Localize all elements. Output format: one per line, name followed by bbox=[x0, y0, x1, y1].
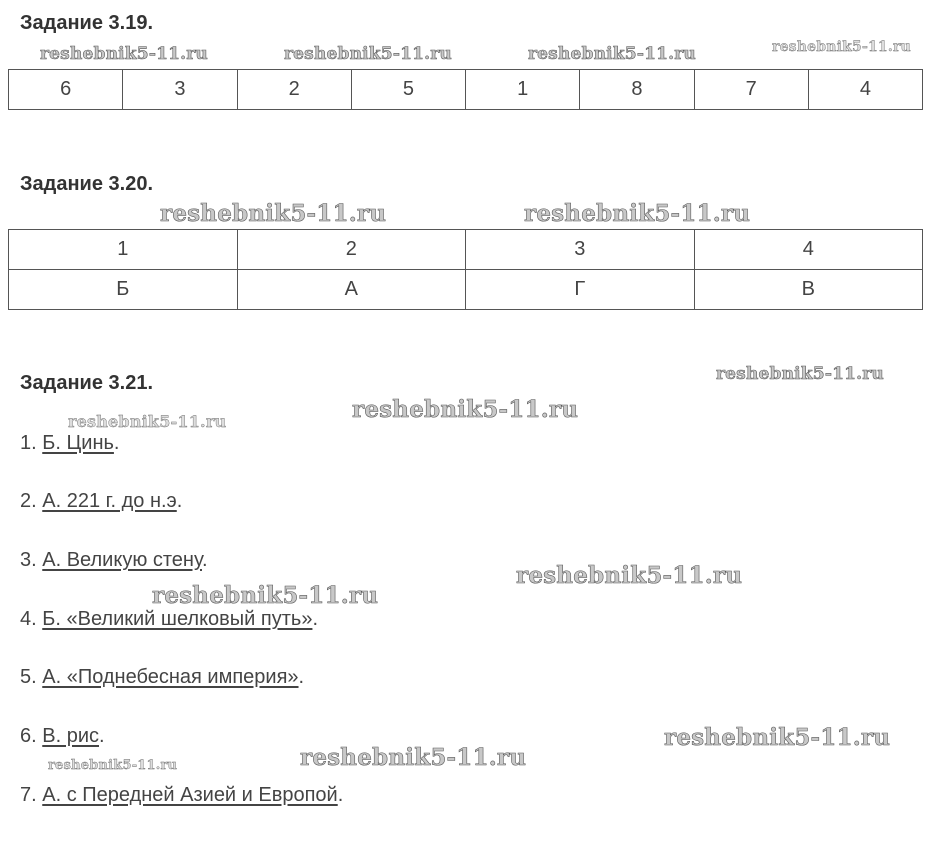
answer-end: . bbox=[201, 549, 208, 571]
answer-number: 7. bbox=[20, 784, 37, 806]
watermark: reshebnik5-11.ru bbox=[48, 758, 178, 773]
answer-item bbox=[20, 549, 208, 572]
task-3-20-heading: Задание 3.20. bbox=[20, 173, 154, 195]
answer-number: 2. bbox=[20, 490, 37, 512]
watermark: reshebnik5-11.ru bbox=[528, 44, 696, 64]
watermark: reshebnik5-11.ru bbox=[516, 562, 743, 589]
watermark: reshebnik5-11.ru bbox=[300, 744, 527, 771]
answer-number: 3. bbox=[20, 549, 37, 571]
answer-text: Б. Цинь bbox=[42, 432, 114, 454]
answer-end: . bbox=[176, 490, 183, 512]
answer-text: В. рис bbox=[42, 725, 99, 747]
answer-end: . bbox=[113, 432, 120, 454]
table-cell: 2 bbox=[237, 230, 466, 270]
task-3-19-heading: Задание 3.19. bbox=[20, 12, 154, 34]
table-cell: 1 bbox=[466, 70, 580, 110]
table-cell: 8 bbox=[580, 70, 694, 110]
answer-text: А. 221 г. до н.э bbox=[42, 490, 177, 512]
table-cell: 4 bbox=[808, 70, 922, 110]
task-3-21-heading: Задание 3.21. bbox=[20, 372, 154, 394]
table-row bbox=[9, 270, 923, 310]
table-cell: 2 bbox=[237, 70, 351, 110]
answer-item bbox=[20, 784, 343, 807]
watermark: reshebnik5-11.ru bbox=[352, 396, 579, 423]
answer-end: . bbox=[337, 784, 344, 806]
table-cell: А bbox=[237, 270, 466, 310]
answer-item bbox=[20, 490, 182, 513]
answer-item bbox=[20, 725, 105, 748]
table-cell: 7 bbox=[694, 70, 808, 110]
answer-item bbox=[20, 432, 119, 455]
answer-end: . bbox=[298, 666, 305, 688]
table-cell: 3 bbox=[123, 70, 237, 110]
answer-number: 6. bbox=[20, 725, 37, 747]
task-3-19-table bbox=[8, 69, 923, 110]
table-row bbox=[9, 230, 923, 270]
table-cell: 6 bbox=[9, 70, 123, 110]
watermark: reshebnik5-11.ru bbox=[284, 44, 452, 64]
answer-number: 4. bbox=[20, 608, 37, 630]
table-cell: Б bbox=[9, 270, 238, 310]
answer-text: А. «Поднебесная империя» bbox=[42, 666, 299, 688]
watermark: reshebnik5-11.ru bbox=[160, 200, 387, 227]
answer-end: . bbox=[312, 608, 318, 630]
answer-item bbox=[20, 666, 304, 689]
watermark: reshebnik5-11.ru bbox=[664, 724, 891, 751]
table-cell: Г bbox=[466, 270, 695, 310]
table-cell: 4 bbox=[694, 230, 923, 270]
table-cell: В bbox=[694, 270, 923, 310]
watermark: reshebnik5-11.ru bbox=[772, 39, 911, 55]
table-cell: 5 bbox=[351, 70, 465, 110]
task-3-20-table bbox=[8, 229, 923, 310]
answer-number: 1. bbox=[20, 432, 37, 454]
answer-text: А. Великую стену bbox=[42, 549, 202, 571]
table-cell: 1 bbox=[9, 230, 238, 270]
answer-text: А. с Передней Азией и Европой bbox=[42, 784, 338, 806]
table-row bbox=[9, 70, 923, 110]
answer-end: . bbox=[99, 725, 105, 747]
watermark: reshebnik5-11.ru bbox=[40, 44, 208, 64]
answer-number: 5. bbox=[20, 666, 37, 688]
watermark: reshebnik5-11.ru bbox=[152, 582, 379, 609]
watermark: reshebnik5-11.ru bbox=[524, 200, 751, 227]
answer-text: Б. «Великий шелковый путь» bbox=[42, 608, 313, 630]
watermark: reshebnik5-11.ru bbox=[716, 364, 884, 384]
answer-item bbox=[20, 608, 318, 631]
watermark: reshebnik5-11.ru bbox=[68, 412, 227, 431]
table-cell: 3 bbox=[466, 230, 695, 270]
